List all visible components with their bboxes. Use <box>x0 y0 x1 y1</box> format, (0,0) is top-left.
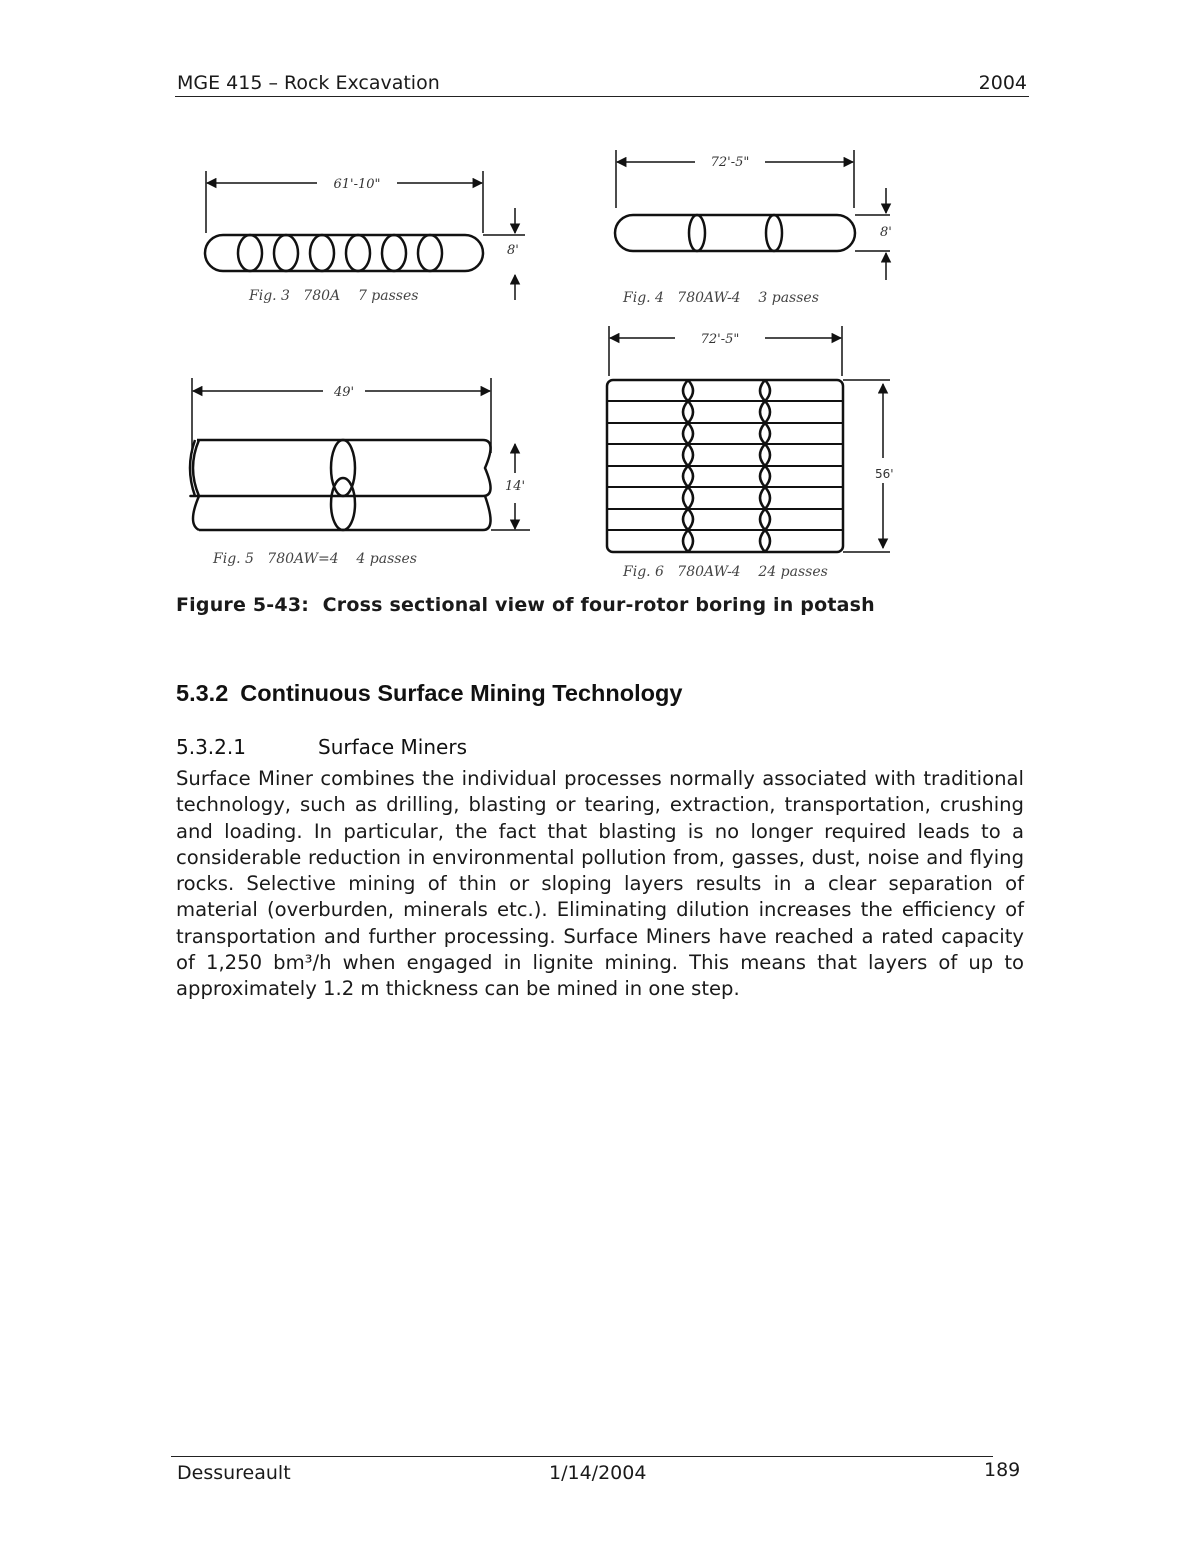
fig6-width-label: 72'-5" <box>700 332 740 347</box>
fig5-cross-section <box>190 378 530 530</box>
footer-date: 1/14/2004 <box>549 1462 647 1484</box>
fig6-cross-section <box>607 326 890 552</box>
fig5-width-label: 49' <box>333 385 355 400</box>
page-header <box>175 70 1029 97</box>
fig4-width-label: 72'-5" <box>710 155 750 170</box>
fig3-caption: Fig. 3 780A 7 passes <box>249 288 419 304</box>
body-paragraph: Surface Miner combines the individual processes normally associated with traditional technology, such as drilling, blasting or tearing, extraction, transportation, crushing and loading. In particular, the fact that blasting is no longer required leads to a considerable reduction in environmental pollution from, gasses, dust, noise and flying rocks. Selective mining of thin or sloping layers results in a clear separation of material (overburden, minerals etc.). Eliminating dilution increases the efficiency of transportation and further processing. Surface Miners have reached a rated capacity of 1,250 bm³/h when engaged in lignite mining. This means that layers of up to approximately 1.2 m thickness can be mined in one step. <box>176 767 1024 1001</box>
fig3-height-label: 8' <box>507 243 519 258</box>
boring-diagram <box>185 138 905 588</box>
fig4-cross-section <box>615 150 890 280</box>
fig4-height-label: 8' <box>880 225 892 240</box>
subsection-heading <box>176 735 467 759</box>
figure-caption: Figure 5-43: Cross sectional view of four-rotor boring in potash <box>176 594 875 616</box>
page-number: 189 <box>984 1459 1021 1481</box>
section-title: Continuous Surface Mining Technology <box>240 680 683 706</box>
section-heading <box>176 680 682 707</box>
page-footer <box>171 1456 1021 1484</box>
header-title: MGE 415 – Rock Excavation <box>177 72 440 94</box>
header-year: 2004 <box>978 72 1027 94</box>
footer-author: Dessureault <box>177 1462 291 1484</box>
subsection-number: 5.3.2.1 <box>176 735 246 759</box>
boring-figure <box>185 138 905 592</box>
fig5-height-label: 14' <box>505 479 526 494</box>
fig6-height-label: 56' <box>875 467 894 481</box>
section-number: 5.3.2 <box>176 680 229 706</box>
fig3-width-label: 61'-10" <box>333 177 381 192</box>
fig4-caption: Fig. 4 780AW-4 3 passes <box>623 290 819 306</box>
subsection-title: Surface Miners <box>318 735 467 759</box>
fig5-caption: Fig. 5 780AW=4 4 passes <box>213 551 417 567</box>
fig6-caption: Fig. 6 780AW-4 24 passes <box>623 564 828 580</box>
